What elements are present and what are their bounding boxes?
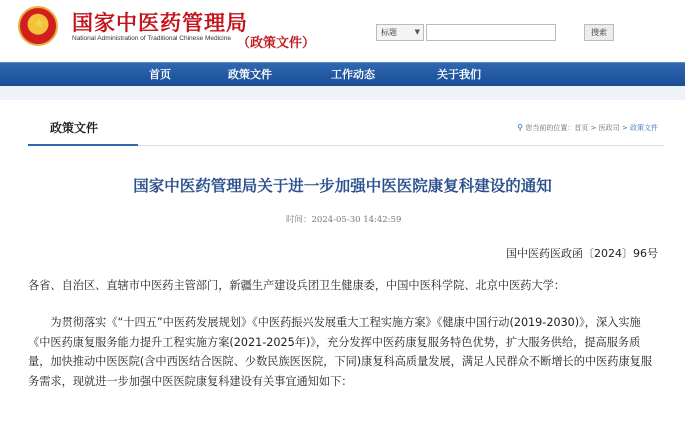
breadcrumb-prefix: 您当前的位置：: [525, 124, 575, 132]
breadcrumb-separator: >: [588, 124, 599, 132]
search-button[interactable]: 搜索: [584, 24, 614, 41]
search-input[interactable]: [426, 24, 556, 41]
nav-strip: [0, 86, 685, 100]
site-subtitle: National Administration of Traditional Chinese Medicine: [72, 35, 231, 42]
breadcrumb-separator: >: [619, 124, 630, 132]
document-number: 国中医药医政函〔2024〕96号: [506, 247, 658, 260]
nav-item-about[interactable]: 关于我们: [437, 68, 481, 81]
site-title[interactable]: 国家中医药管理局: [72, 10, 248, 35]
article-addressee: 各省、自治区、直辖市中医药主管部门，新疆生产建设兵团卫生健康委，中国中医科学院、北京中医药大学：: [28, 279, 566, 292]
location-pin-icon: ⚲: [517, 123, 524, 132]
article-body: 为贯彻落实《“十四五”中医药发展规划》《中医药振兴发展重大工程实施方案》《健康中国行动(2019-2030)》，深入实施《中医药康复服务能力提升工程实施方案(2021-2025年)》，充分发挥中医药康复服务特色优势，扩大服务供给，提高服务质量，加快推动中医医院(含中西医结合医院、少数民族医医院，下同)康复科高质量发展，满足人民群众不断增长的中医药康复服务需求，现就进一步加强中医医院康复科建设有关事宜通知如下：: [28, 316, 653, 388]
section-title: 政策文件: [50, 121, 99, 135]
breadcrumb-current[interactable]: 政策文件: [630, 124, 658, 132]
main-nav: [0, 62, 685, 86]
site-header: [0, 0, 685, 62]
breadcrumb: [517, 123, 658, 133]
national-emblem-icon: ★: [18, 6, 58, 46]
search-scope-select[interactable]: [376, 24, 424, 41]
section-title-underline: [28, 144, 138, 146]
breadcrumb-bar: [28, 111, 664, 146]
chevron-down-icon: ▼: [414, 28, 420, 36]
breadcrumb-level2[interactable]: 医政司: [598, 124, 620, 132]
nav-item-policy[interactable]: 政策文件: [228, 68, 272, 81]
nav-item-home[interactable]: 首页: [149, 68, 171, 81]
article-title: 国家中医药管理局关于进一步加强中医医院康复科建设的通知: [133, 177, 552, 195]
nav-item-work-news[interactable]: 工作动态: [331, 68, 375, 81]
section-tag: （政策文件）: [237, 36, 316, 51]
breadcrumb-home[interactable]: 首页: [574, 124, 589, 132]
search-scope-value: 标题: [381, 28, 397, 37]
article-time: 时间：2024-05-30 14:42:59: [286, 215, 402, 225]
